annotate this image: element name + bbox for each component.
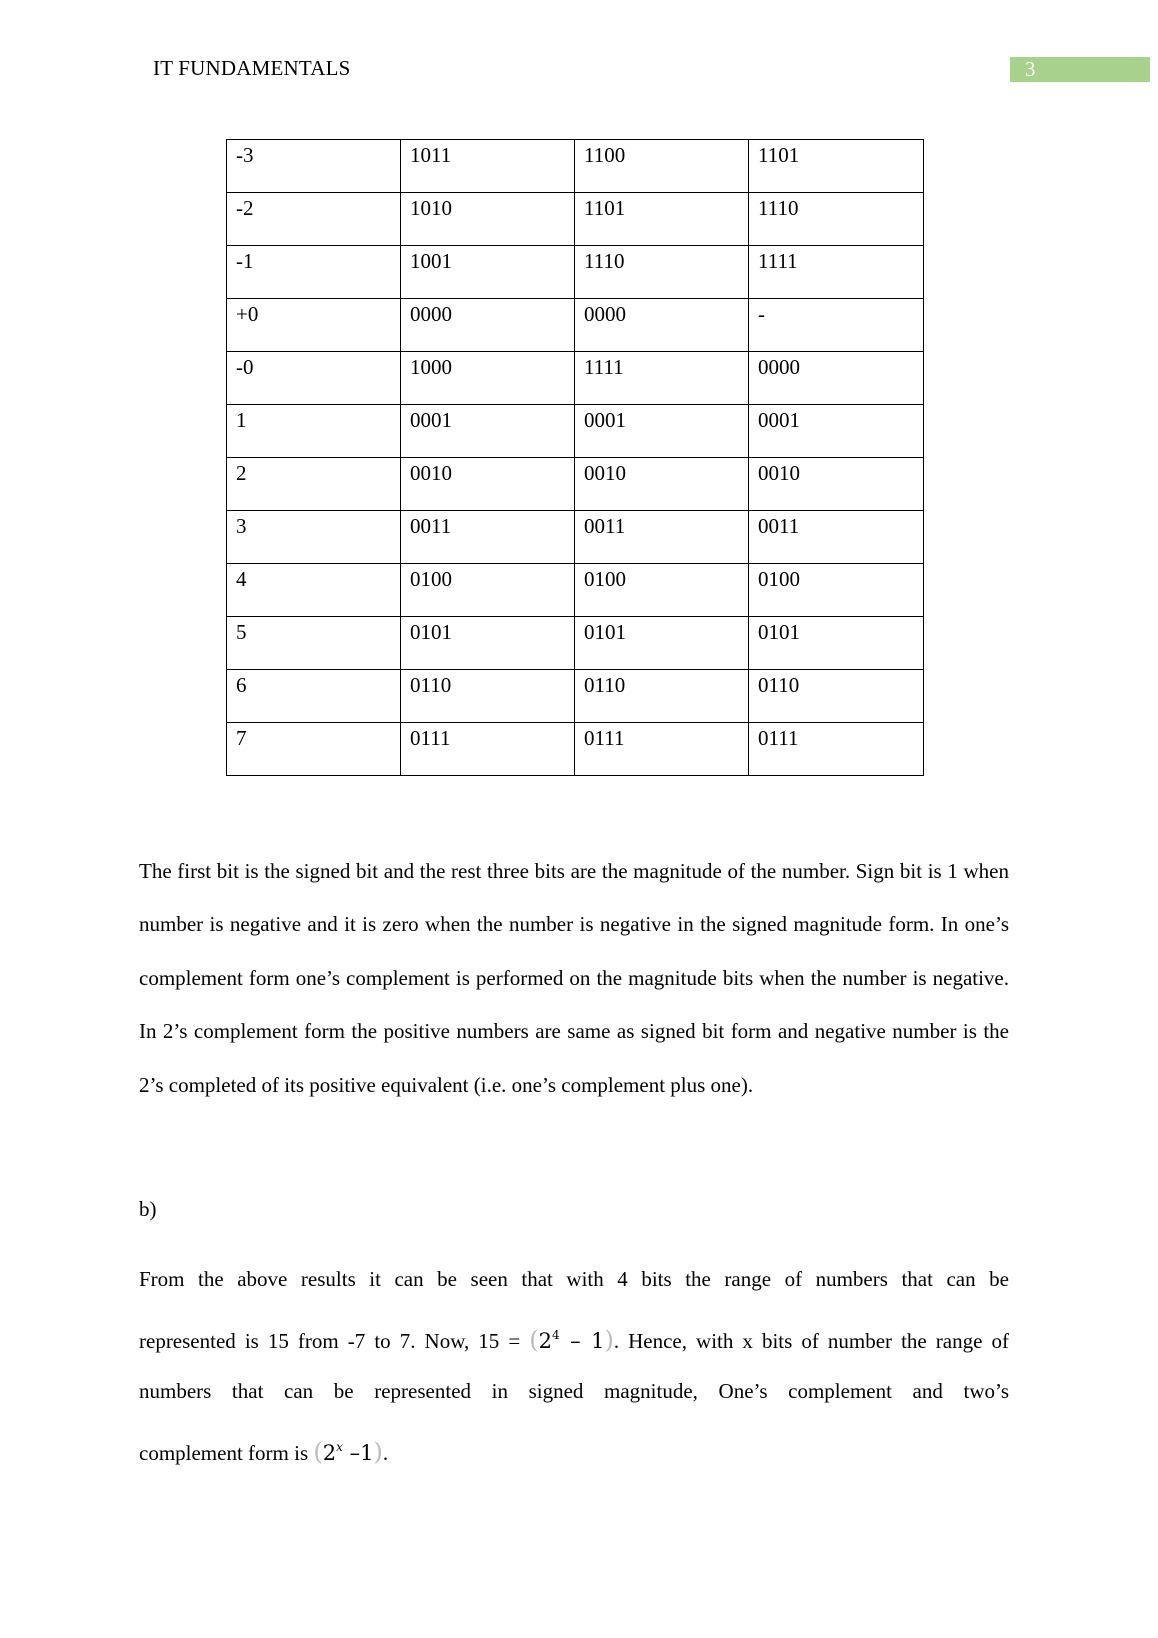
table-row <box>227 299 924 352</box>
table-cell: +0 <box>227 299 401 352</box>
formula2-rest: –1 <box>342 1441 374 1465</box>
table-cell: -2 <box>227 193 401 246</box>
table-cell: 0001 <box>401 405 575 458</box>
table-cell: 0011 <box>749 511 924 564</box>
formula-2-to-x-minus-1 <box>313 1438 383 1466</box>
table-cell: 0101 <box>401 617 575 670</box>
table-cell: -1 <box>227 246 401 299</box>
paragraph-explanation: The first bit is the signed bit and the rest three bits are the magnitude of the number. Sign bit is 1 when number is negative and it is zero when the number is negative in the signed magnitude form. In one’s complement form one’s complement is performed on the magnitude bits when the number is negative. In 2’s complement form the positive numbers are same as signed bit form and negative number is the 2’s completed of its positive equivalent (i.e. one’s complement plus one). <box>139 859 1009 1097</box>
table-cell: 0000 <box>401 299 575 352</box>
formula1-close-paren: ) <box>604 1326 614 1354</box>
table-cell: 0111 <box>749 723 924 776</box>
table-row <box>227 140 924 193</box>
paragraph-range-line-2 <box>139 1307 1009 1363</box>
line4-text-before: complement form is <box>139 1441 314 1465</box>
paragraph-range <box>139 1251 1009 1475</box>
line2-text-before: represented is 15 from -7 to 7. Now, 15 = <box>139 1329 530 1353</box>
table-cell: 1011 <box>401 140 575 193</box>
line2-text-after: . Hence, with x bits of number the range of <box>613 1329 1009 1353</box>
page-number: 3 <box>1025 57 1036 81</box>
table-row <box>227 617 924 670</box>
formula2-base: 2 <box>322 1441 337 1465</box>
table-cell: 0110 <box>401 670 575 723</box>
formula1-base: 2 <box>538 1329 552 1353</box>
page-number-box <box>1010 57 1150 82</box>
formula2-close-paren: ) <box>373 1438 383 1466</box>
table-cell: 0010 <box>575 458 749 511</box>
table-cell: 0111 <box>401 723 575 776</box>
formula1-exponent: 4 <box>551 1328 560 1342</box>
table-row <box>227 458 924 511</box>
table-row <box>227 511 924 564</box>
formula-2-to-4-minus-1 <box>529 1326 614 1354</box>
table-cell: 1 <box>227 405 401 458</box>
paragraph-range-line-1: From the above results it can be seen that with 4 bits the range of numbers that can be <box>139 1267 1009 1291</box>
table-cell: - <box>749 299 924 352</box>
line4-text-after: . <box>382 1441 389 1465</box>
table-cell: 3 <box>227 511 401 564</box>
table-row <box>227 352 924 405</box>
section-label-b: b) <box>139 1197 157 1221</box>
table-cell: 5 <box>227 617 401 670</box>
table-row <box>227 405 924 458</box>
table-cell: 1111 <box>749 246 924 299</box>
table-cell: 1000 <box>401 352 575 405</box>
running-header-title: IT FUNDAMENTALS <box>153 56 351 80</box>
table-cell: 1110 <box>749 193 924 246</box>
table-cell: 0110 <box>575 670 749 723</box>
table-cell: 0110 <box>749 670 924 723</box>
table-cell: 2 <box>227 458 401 511</box>
table-cell: 0111 <box>575 723 749 776</box>
table-cell: 1100 <box>575 140 749 193</box>
table-cell: 0100 <box>749 564 924 617</box>
table-cell: 0001 <box>749 405 924 458</box>
table-cell: -3 <box>227 140 401 193</box>
table-cell: 1010 <box>401 193 575 246</box>
table-cell: 1110 <box>575 246 749 299</box>
table-cell: 1001 <box>401 246 575 299</box>
table-row <box>227 564 924 617</box>
formula1-rest: – 1 <box>559 1329 605 1353</box>
formula2-open-paren: ( <box>313 1438 323 1466</box>
table-cell: 0011 <box>575 511 749 564</box>
table-cell: 1101 <box>749 140 924 193</box>
table-cell: 0000 <box>749 352 924 405</box>
table-row <box>227 246 924 299</box>
table-cell: 0001 <box>575 405 749 458</box>
table-row <box>227 193 924 246</box>
table-cell: 7 <box>227 723 401 776</box>
table-cell: 1101 <box>575 193 749 246</box>
formula1-open-paren: ( <box>529 1326 539 1354</box>
table-cell: 0010 <box>749 458 924 511</box>
table-cell: 0100 <box>401 564 575 617</box>
table-row <box>227 670 924 723</box>
table-cell: 0100 <box>575 564 749 617</box>
table-cell: 6 <box>227 670 401 723</box>
table-row <box>227 723 924 776</box>
table-cell: 0011 <box>401 511 575 564</box>
table-body <box>227 140 924 776</box>
table-cell: 0010 <box>401 458 575 511</box>
table-cell: 4 <box>227 564 401 617</box>
binary-representation-table <box>226 139 924 776</box>
table-cell: 0101 <box>575 617 749 670</box>
table-cell: -0 <box>227 352 401 405</box>
formula2-exponent: x <box>336 1440 343 1454</box>
paragraph-range-line-4 <box>139 1419 1009 1475</box>
table-cell: 1111 <box>575 352 749 405</box>
table-cell: 0101 <box>749 617 924 670</box>
paragraph-range-line-3: numbers that can be represented in signed magnitude, One’s complement and two’s <box>139 1379 1009 1403</box>
table-cell: 0000 <box>575 299 749 352</box>
